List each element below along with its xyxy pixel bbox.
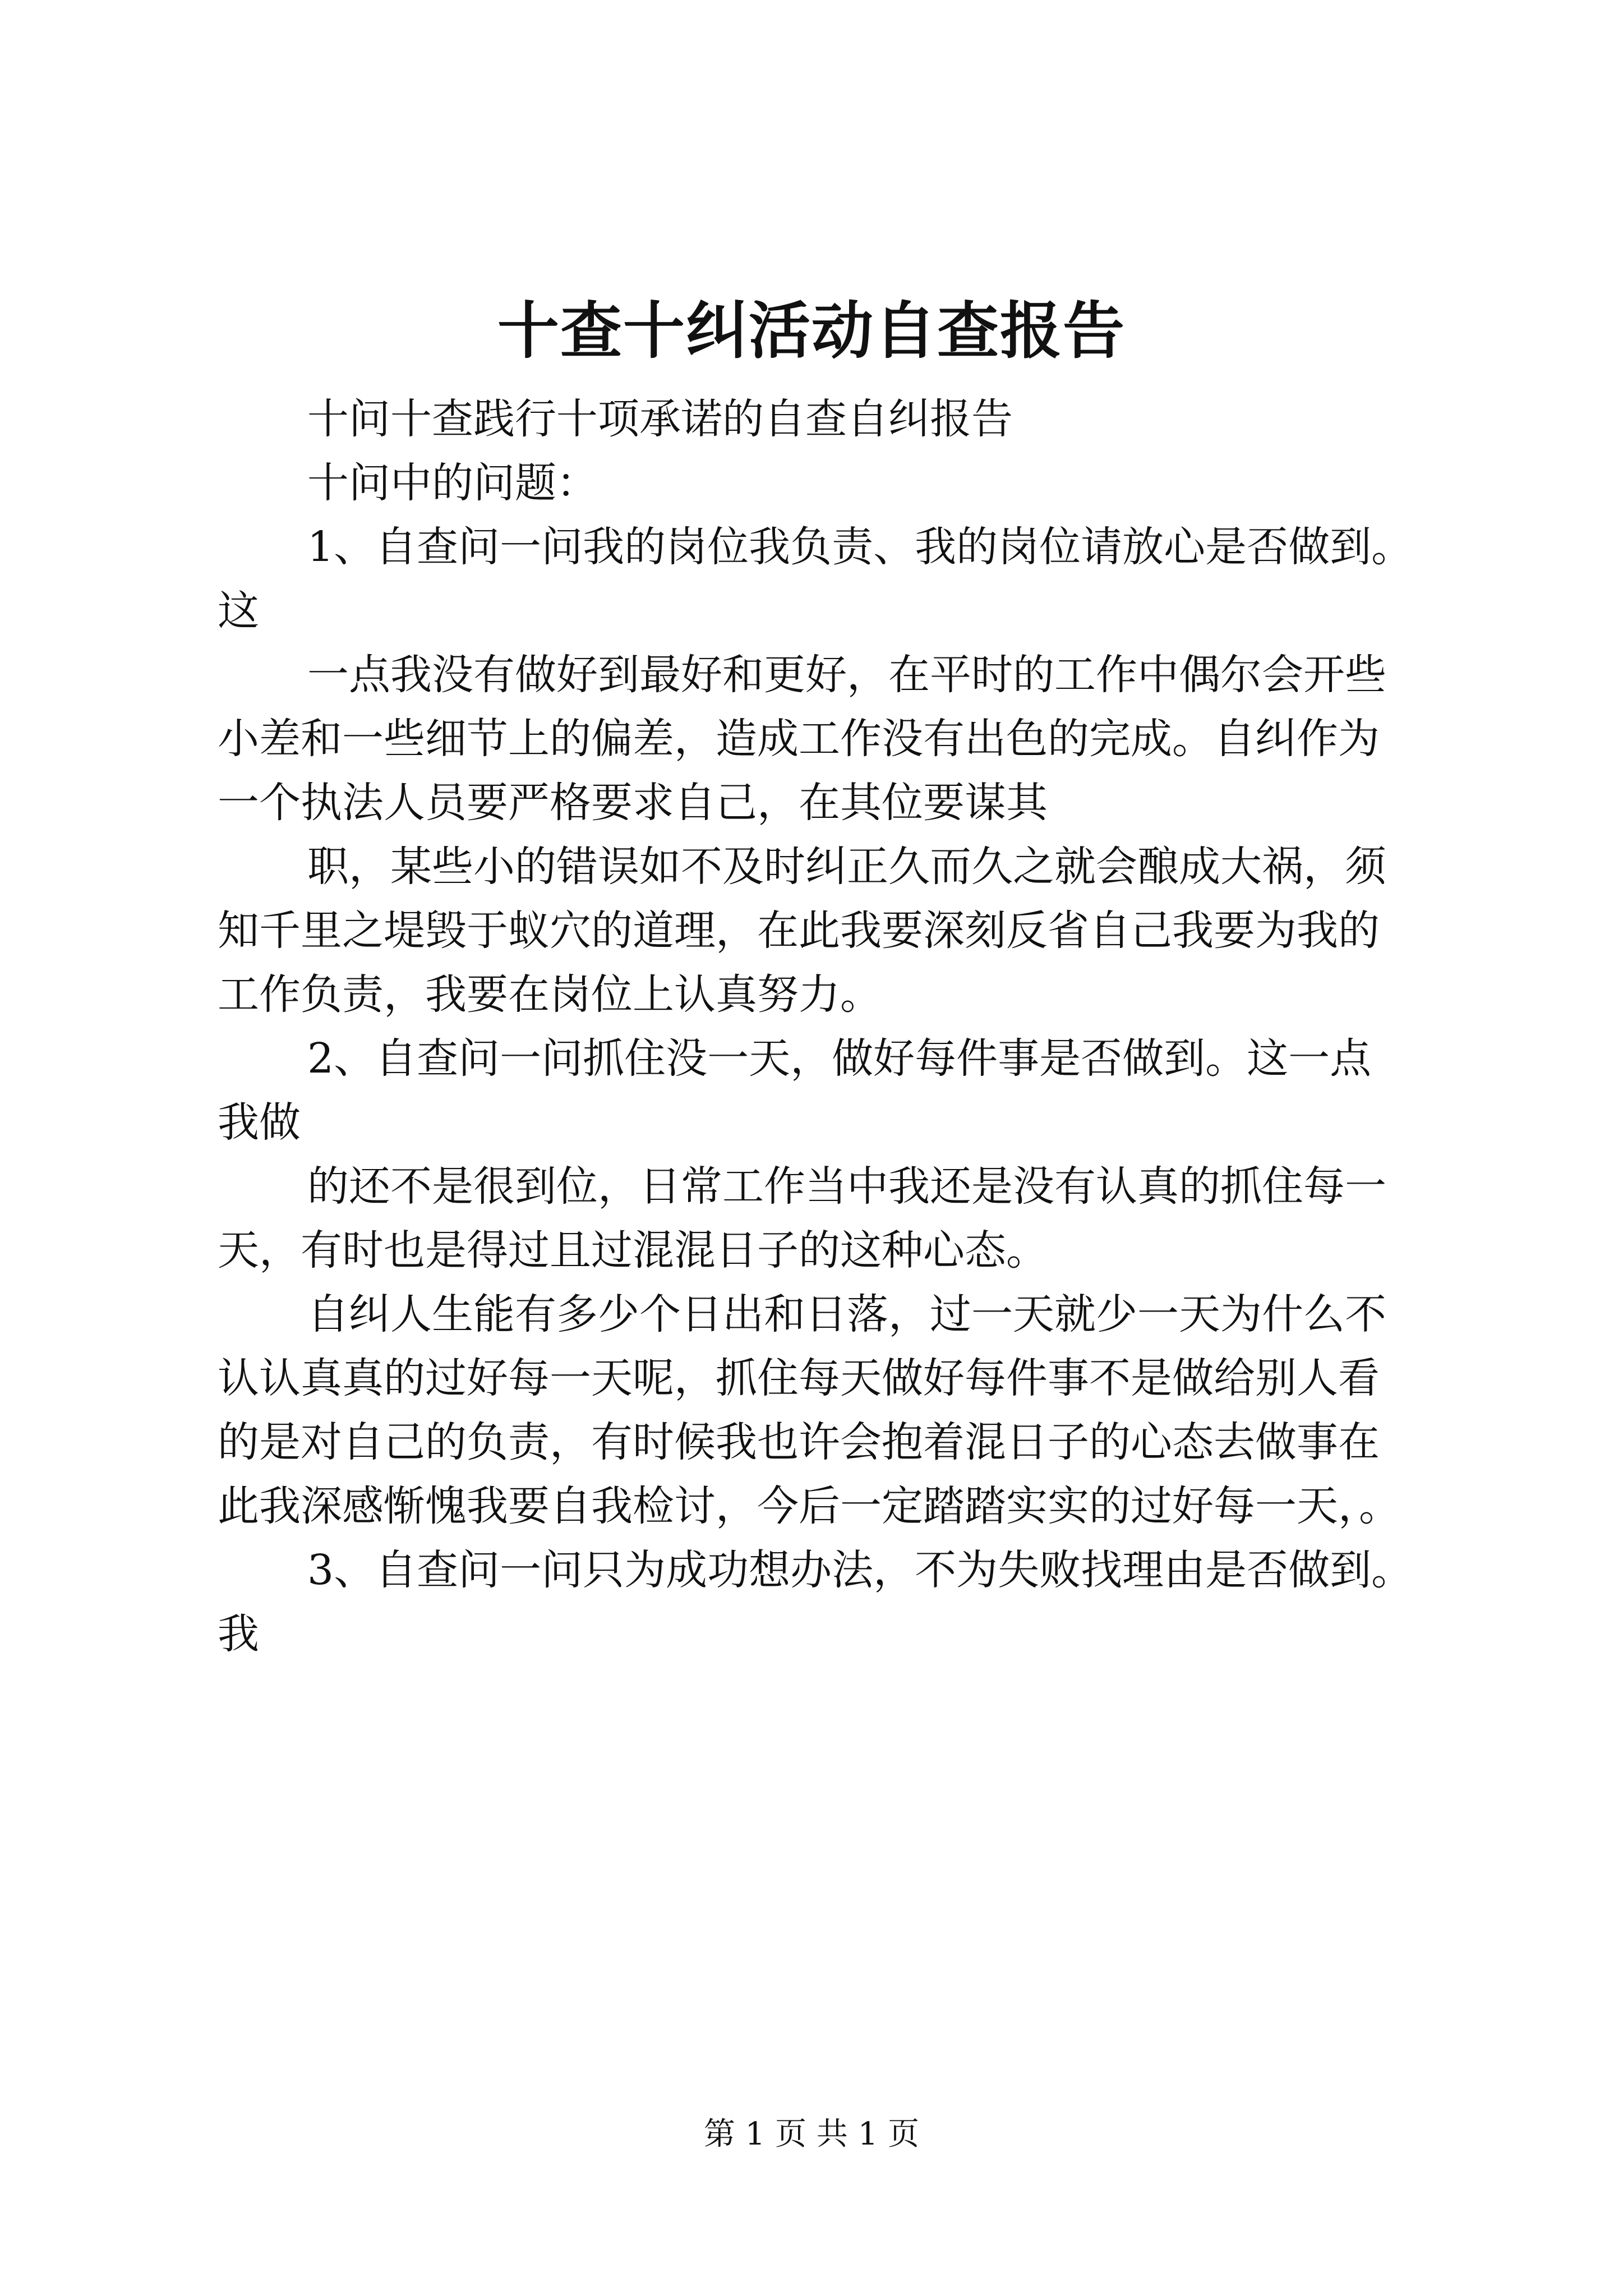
paragraph-line: 自纠人生能有多少个日出和日落，过一天就少一天为什么不 [307, 1290, 1386, 1338]
paragraph-line: 的是对自己的负责，有时候我也许会抱着混日子的心态去做事在 [218, 1418, 1380, 1466]
document-body [218, 387, 1440, 1666]
paragraph-line: 十问十查践行十项承诺的自查自纠报告 [307, 395, 1013, 443]
paragraph-line: 天，有时也是得过且过混混日子的这种心态。 [218, 1226, 1048, 1274]
paragraph-line: 2、自查问一问抓住没一天，做好每件事是否做到。这一点 [307, 1034, 1372, 1083]
paragraph-line: 我 [218, 1610, 259, 1658]
paragraph-line: 这 [218, 587, 259, 635]
paragraph-line: 此我深感惭愧我要自我检讨，今后一定踏踏实实的过好每一天，。 [218, 1482, 1400, 1530]
paragraph-line: 小差和一些细节上的偏差，造成工作没有出色的完成。自纠作为 [218, 715, 1380, 763]
paragraph-line: 我做 [218, 1098, 301, 1147]
paragraph-line: 工作负责，我要在岗位上认真努力。 [218, 970, 882, 1019]
paragraph-line: 十问中的问题： [307, 459, 598, 507]
paragraph-line: 一点我没有做好到最好和更好，在平时的工作中偶尔会开些 [307, 651, 1386, 699]
paragraph-line: 1、自查问一问我的岗位我负责、我的岗位请放心是否做到。 [307, 523, 1413, 571]
paragraph-line: 3、自查问一问只为成功想办法，不为失败找理由是否做到。 [307, 1546, 1413, 1594]
paragraph-line: 的还不是很到位，日常工作当中我还是没有认真的抓住每一 [307, 1162, 1386, 1211]
paragraph-line: 一个执法人员要严格要求自己，在其位要谋其 [218, 779, 1048, 827]
paragraph-line: 知千里之堤毁于蚁穴的道理，在此我要深刻反省自己我要为我的 [218, 907, 1380, 955]
paragraph-line: 职，某些小的错误如不及时纠正久而久之就会酿成大祸，须 [307, 843, 1386, 891]
document-title: 十查十纠活动自查报告 [497, 295, 1126, 367]
page-footer: 第 1 页 共 1 页 [703, 2116, 920, 2152]
paragraph-line: 认认真真的过好每一天呢，抓住每天做好每件事不是做给别人看 [218, 1354, 1380, 1402]
